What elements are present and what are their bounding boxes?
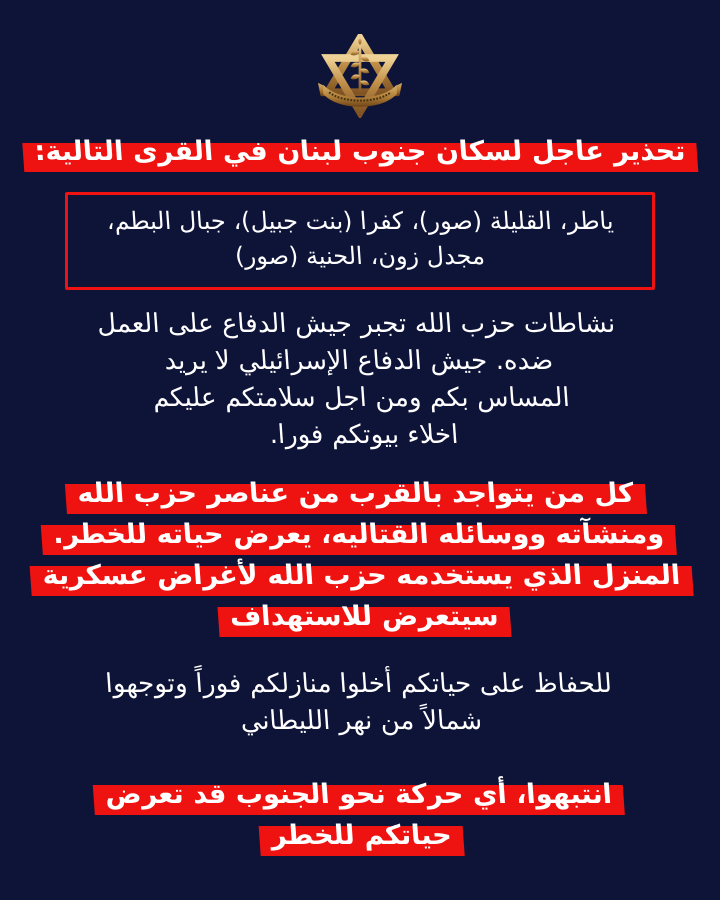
intro-line: اخلاء بيوتكم فورا.: [268, 420, 460, 450]
evacuation-line: للحفاظ على حياتكم أخلوا منازلكم فوراً وتوجهوا: [104, 669, 613, 699]
villages-line: مجدل زون، الحنية (صور): [234, 242, 486, 270]
villages-box: [65, 192, 655, 290]
danger-line: المنزل الذي يستخدمه حزب الله لأغراض عسكرية: [29, 558, 693, 596]
intro-paragraph: [0, 306, 720, 454]
intro-line: ضده. جيش الدفاع الإسرائيلي لا يريد: [163, 346, 555, 376]
idf-star-icon: [317, 34, 403, 118]
intro-line: نشاطات حزب الله تجبر جيش الدفاع على العمل: [96, 309, 617, 339]
movement-warning-line: انتبهوا، أي حركة نحو الجنوب قد تعرض: [92, 777, 625, 815]
evacuation-instructions: [0, 666, 720, 740]
danger-line: كل من يتواجد بالقرب من عناصر حزب الله: [64, 476, 647, 514]
danger-line: ومنشآته ووسائله القتاليه، يعرض حياته للخطر.: [40, 517, 677, 555]
warning-title: [0, 134, 720, 172]
villages-line: ياطر، القليلة (صور)، كفرا (بنت جبيل)، جبال البطم،: [105, 207, 615, 235]
movement-warning-line: حياتكم للخطر: [258, 818, 465, 856]
danger-line: سيتعرض للاستهداف: [217, 599, 512, 637]
intro-line: المساس بكم ومن اجل سلامتكم عليكم: [151, 383, 571, 413]
warning-title-text: تحذير عاجل لسكان جنوب لبنان في القرى التالية:: [21, 134, 698, 172]
sword-icon: [359, 43, 362, 94]
movement-warning: [0, 776, 720, 858]
danger-paragraph: [0, 475, 720, 639]
idf-emblem-logo: [0, 0, 720, 118]
evacuation-line: شمالاً من نهر الليطاني: [239, 706, 484, 736]
